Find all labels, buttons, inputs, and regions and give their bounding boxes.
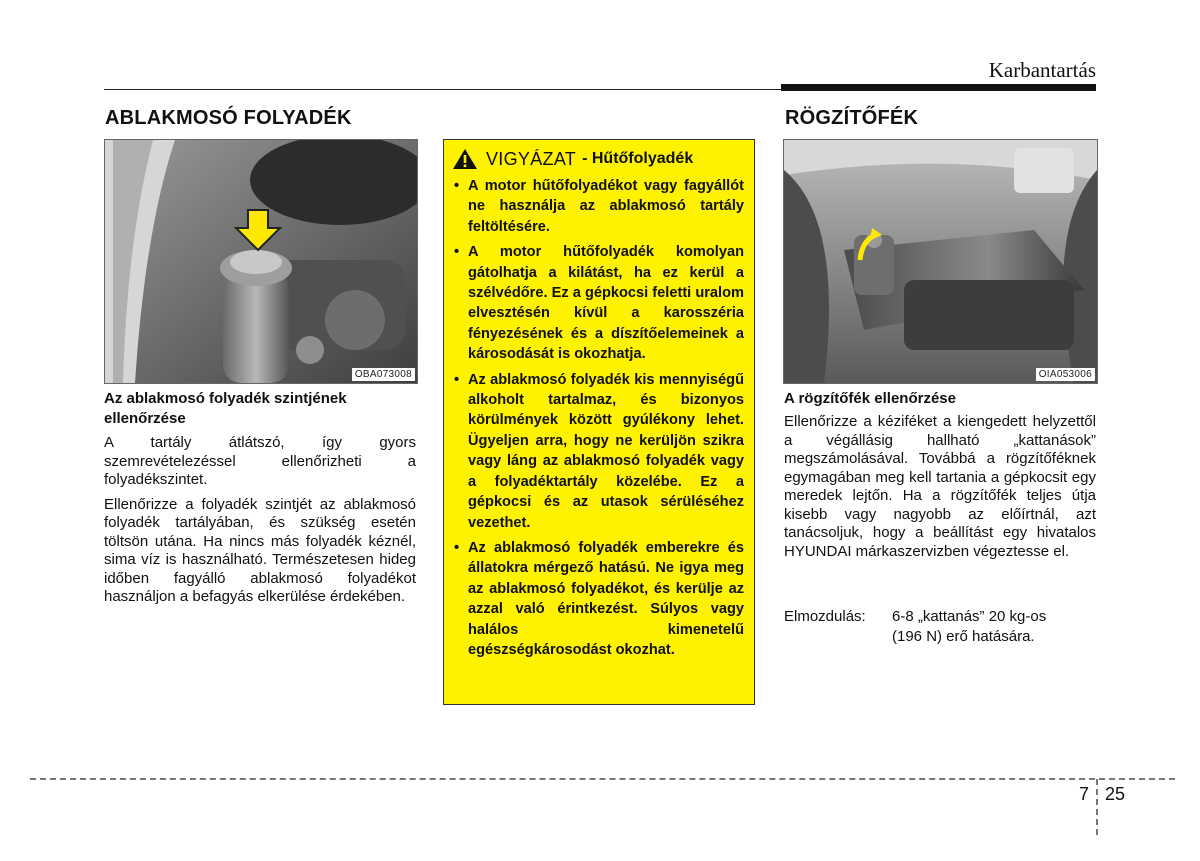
warning-header bbox=[452, 148, 744, 170]
spec-label: Elmozdulás: bbox=[784, 608, 866, 625]
warning-item: • Az ablakmosó folyadék emberekre és állatokra mérgező hatású. Ne igya meg az ablakmosó folyadékot, és kerülje az azzal való érintkezést. Súlyos vagy halálos kimenetelű egészségkárosodást okozhat. bbox=[452, 538, 744, 660]
section-heading-parking-brake: RÖGZÍTŐFÉK bbox=[785, 107, 919, 129]
warning-item: • A motor hűtőfolyadékot vagy fagyállót ne használja az ablakmosó tartály feltöltésére. bbox=[452, 176, 744, 237]
coolant-warning-box bbox=[443, 139, 755, 705]
warning-subtitle: - Hűtőfolyadék bbox=[582, 150, 694, 167]
parking-brake-photo bbox=[783, 139, 1098, 384]
page-header-title: Karbantartás bbox=[988, 58, 1096, 82]
spec-value-line-2: (196 N) erő hatására. bbox=[892, 628, 1035, 645]
footer-divider bbox=[30, 778, 1175, 780]
section-heading-washer-fluid: ABLAKMOSÓ FOLYADÉK bbox=[105, 107, 352, 129]
spec-value-line-1: 6-8 „kattanás” 20 kg-os bbox=[892, 608, 1047, 625]
paragraph: Ellenőrizze a kéziféket a kiengedett helyzettől a végállásig hallható „kattanások” megszámolásával. Továbbá a rögzítőféknek egymagában meg kell tartania a gépkocsit egy meredek lejtőn. Ha a rögzítőfék teljes útja kisebb vagy nagyobb az előírtnál, azt tanácsoljuk, hogy a beállítást egy hivatalos HYUNDAI márkaszervizben végeztesse el. bbox=[784, 413, 1096, 560]
page-number: 25 bbox=[1105, 784, 1126, 804]
warning-list bbox=[452, 176, 744, 660]
page-chapter-number: 7 bbox=[1079, 784, 1090, 804]
subheading-parking-brake-check: A rögzítőfék ellenőrzése bbox=[784, 390, 956, 407]
photo-code-label: OBA073008 bbox=[352, 368, 415, 381]
photo-code-label: OIA053006 bbox=[1036, 368, 1095, 381]
header-rule-accent bbox=[781, 84, 1096, 91]
washer-fluid-reservoir-photo bbox=[104, 139, 418, 384]
warning-item: • A motor hűtőfolyadék komolyan gátolhatja a kilátást, ha ez kerül a szélvédőre. Ez a gépkocsi feletti uralom elvesztésén kívül a karosszéria fényezésének és a díszítőelemeinek a károsodását is okozhatja. bbox=[452, 242, 744, 364]
paragraph: Ellenőrizze a folyadék szintjét az ablakmosó folyadék tartályában, és szükség esetén töltsön utána. Ha nincs más folyadék kéznél, sima víz is használható. Természetesen hideg időben fagyálló ablakmosó folyadékot használjon a befagyás elkerülése érdekében. bbox=[104, 495, 416, 605]
paragraph: A tartály átlátszó, így gyors szemrevételezéssel ellenőrizheti a folyadékszintet. bbox=[104, 434, 416, 488]
warning-triangle-icon bbox=[452, 148, 478, 170]
warning-item: • Az ablakmosó folyadék kis mennyiségű alkoholt tartalmaz, és bizonyos körülmények között gyúlékony lehet. Ügyeljen arra, hogy ne kerüljön szikra vagy láng az ablakmosó folyadék vagy a folyadéktartály közelébe. Ez a gépkocsi és az utasok sérüléséhez vezethet. bbox=[452, 370, 744, 533]
washer-fluid-body-text bbox=[104, 434, 416, 613]
parking-brake-body-text bbox=[784, 413, 1096, 567]
warning-title: VIGYÁZAT bbox=[486, 148, 577, 169]
footer-vertical-divider bbox=[1096, 779, 1098, 835]
subheading-fluid-level-check: Az ablakmosó folyadék szintjének ellenőrzése bbox=[104, 390, 347, 427]
